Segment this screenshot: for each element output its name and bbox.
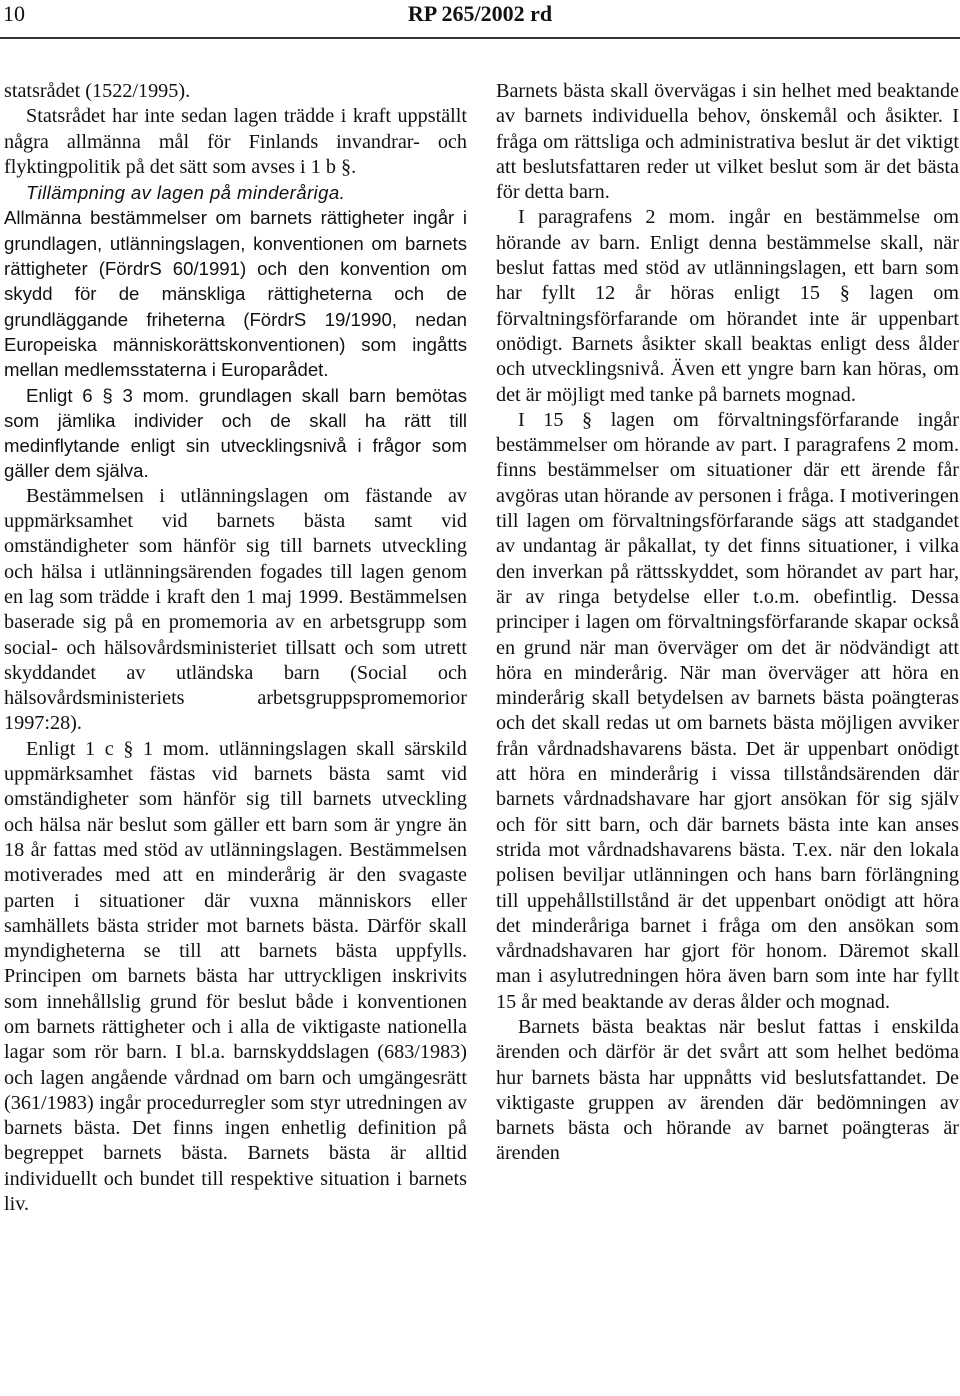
paragraph: Enligt 6 § 3 mom. grundlagen skall barn bemötas som jämlika individer och de skall ha rätt till medinflytande enligt sin utvecklingsnivå i frågor som gäller dem själva. bbox=[4, 384, 467, 482]
paragraph: Enligt 1 c § 1 mom. utlänningslagen skall särskild uppmärksamhet fästas vid barnets bästa samt vid omständigheter som hänför sig till barnets utveckling och hälsa när beslut som gäller ett barn som är yngre än 18 år fattas med stöd av utlänningslagen. Bestämmelsen motiverades med att en minderårig är den svagaste parten i situationer där vuxna människors eller samhällets bästa strider mot barnets bästa. Därför skall myndigheterna se till att barnets bästa uppfylls. Principen om barnets bästa har uttryckligen inskrivits som innehållslig grund för beslut både i konventionen om barnets rättigheter och i alla de viktigaste nationella lagar som rör barn. I bl.a. barnskyddslagen (683/1983) och lagen angående vårdnad om barn och umgängesrätt (361/1983) ingår procedurregler som styr utredningen av barnets bästa. Det finns ingen enhetlig definition på begreppet barnets bästa. Barnets bästa är alltid individuellt och bundet till respektive situation i barnets liv. bbox=[4, 737, 467, 1216]
left-column bbox=[4, 79, 467, 1389]
page-number: 10 bbox=[3, 1, 25, 26]
paragraph: I 15 § lagen om förvaltningsförfarande ingår bestämmelser om hörande av part. I paragrafens 2 mom. finns bestämmelser om situationer där ett ärende får avgöras utan hörande av personen i fråga. I motiveringen till lagen om förvaltningsförfarande sägs att stadgandet av undantag är påkallat, ty det finns situationer, i vilka den inverkan på rättsskyddet, som hörandet av part har, är av ringa betydelse eller t.o.m. obefintlig. Dessa principer i lagen om förvaltningsförfarande skapar också en grund när man överväger om det är nödvändigt att höra en minderårig. När man överväger att höra en minderårig skall betydelsen av barnets bästa poängteras och det skall redas ut om barnets bästa möjligen avviker från vårdnadshavarens bästa. Det är uppenbart onödigt att höra en minderårig i vissa tillståndsärenden där barnets vårdnadshavare har gjort ansökan för sig själv och för sitt barn, och där barnets bästa inte kan anses strida mot vårdnadshavarens bästa. T.ex. när den lokala polisen beviljar utlänningen och hans barn förlängning till uppehållstillstånd är det uppenbart onödigt att höra det minderåriga barnet i fråga om den ansökan som vårdnadshavaren har gjort för honom. Däremot skall man i asylutredningen höra även barn som inte har fyllt 15 år med beaktande av deras ålder och mognad. bbox=[496, 408, 959, 1013]
page-header bbox=[0, 0, 960, 44]
paragraph: Barnets bästa beaktas när beslut fattas i enskilda ärenden och därför är det svårt att som helhet bedöma hur barnets bästa har uppnåtts vid beslutsfattandet. De viktigaste gruppen av ärenden där bedömningen av barnets bästa och hörande av barnet poängteras är ärenden bbox=[496, 1015, 959, 1165]
paragraph: I paragrafens 2 mom. ingår en bestämmelse om hörande av barn. Enligt denna bestämmelse skall, när beslut fattas med stöd av utlänningslagen, ett barn som har fyllt 12 år höras enligt 15 § lagen om förvaltningsförfarande om hörandet inte är uppenbart onödigt. Barnets åsikter skall beaktas enligt dess ålder och utvecklingsnivå. Även ett yngre barn kan höras, om det är möjligt med tanke på barnets mognad. bbox=[496, 206, 959, 406]
document-id: RP 265/2002 rd bbox=[407, 1, 553, 26]
section-heading: Tillämpning av lagen på minderåriga. bbox=[26, 182, 346, 204]
paragraph: Bestämmelsen i utlänningslagen om fästande av uppmärksamhet vid barnets bästa samt vid omständigheter som hänför sig till barnets utveckling och hälsa i utlänningsärenden fogades till lagen genom en lag som trädde i kraft den 1 maj 1999. Bestämmelsen baserade sig på en promemoria av en arbetsgrupp som social- och hälsovårdsministeriet tillsatt och som utrett skyddandet av utländska barn (Social och hälsovårdsministeriets arbetsgruppspromemorior 1997:28). bbox=[4, 484, 467, 735]
paragraph: Allmänna bestämmelser om barnets rättigheter ingår i grundlagen, utlänningslagen, konventionen om barnets rättigheter (FördrS 60/1991) och den konvention om skydd för de mänskliga rättigheterna och de grundläggande friheterna (FördrS 19/1990, nedan Europeiska människorättskonventionen) som ingåtts mellan medlemsstaterna i Europarådet. bbox=[4, 207, 467, 381]
paragraph: statsrådet (1522/1995). bbox=[4, 80, 191, 102]
right-column bbox=[496, 79, 959, 1389]
paragraph: Barnets bästa skall övervägas i sin helhet med beaktande av barnets individuella behov, önskemål och åsikter. I fråga om rättsliga och administrativa beslut är det viktigt att beslutsfattaren reder ut vilket beslut som är det bästa för detta barn. bbox=[496, 80, 959, 204]
paragraph: Statsrådet har inte sedan lagen trädde i kraft uppställt några allmänna mål för Finlands invandrar- och flyktingpolitik på det sätt som avses i 1 b §. bbox=[4, 105, 467, 178]
header-rule bbox=[0, 37, 960, 39]
